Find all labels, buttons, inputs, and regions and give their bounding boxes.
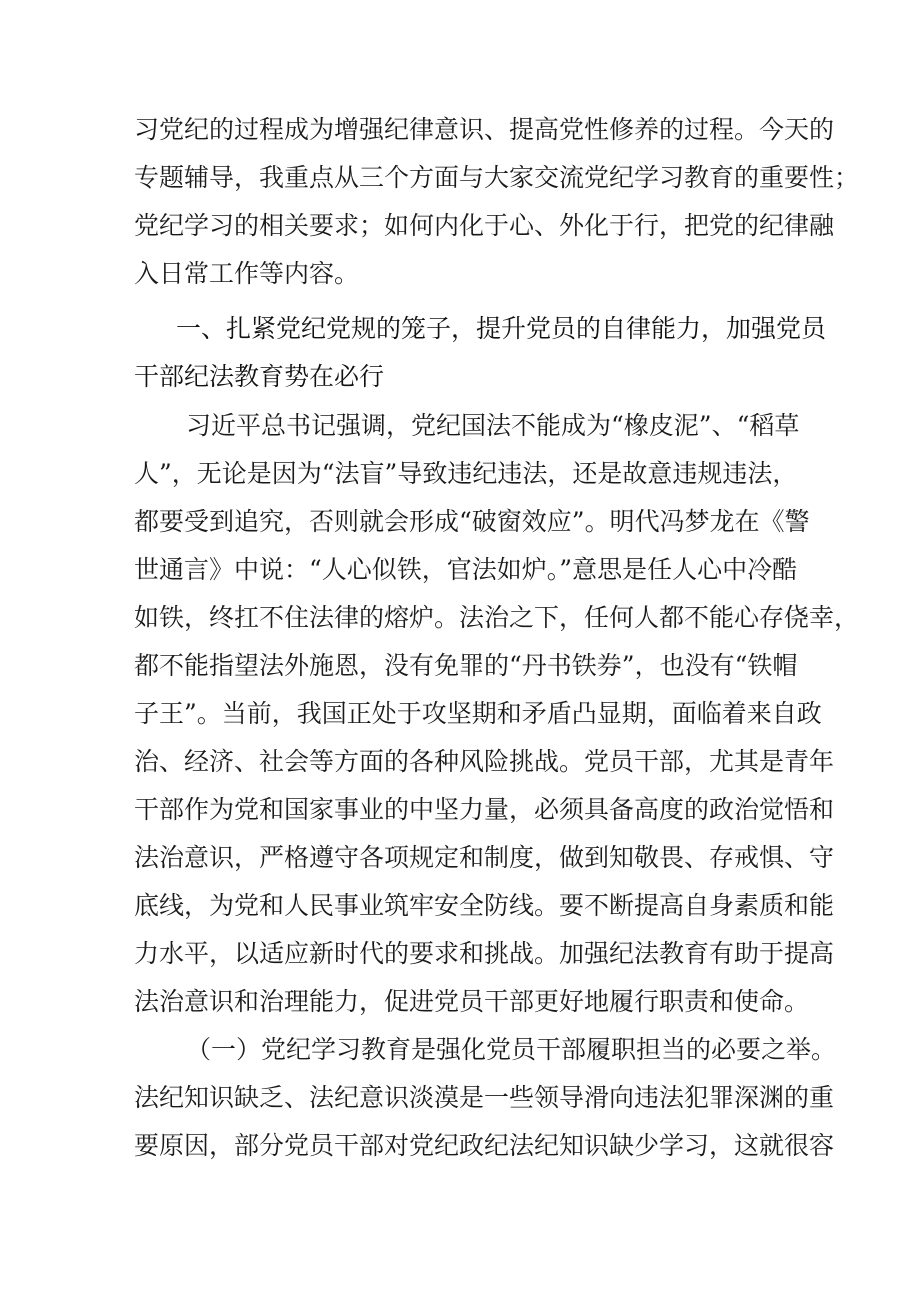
body-line-11: 底线，为党和人民事业筑牢安全防线。要不断提高自身素质和能 [134, 891, 835, 920]
body-line-9: 干部作为党和国家事业的中坚力量，必须具备高度的政治觉悟和 [134, 795, 835, 824]
body-line-7: 子王”。当前，我国正处于攻坚期和矛盾凸显期，面临着来自政 [134, 699, 822, 728]
intro-line-3: 党纪学习的相关要求；如何内化于心、外化于行，把党的纪律融 [134, 211, 835, 240]
body-line-12: 力水平，以适应新时代的要求和挑战。加强纪法教育有助于提高 [134, 939, 835, 968]
body-line-5: 如铁，终扛不住法律的熔炉。法治之下，任何人都不能心存侥幸， [134, 603, 860, 632]
intro-line-1: 习党纪的过程成为增强纪律意识、提高党性修养的过程。今天的 [134, 115, 835, 144]
body-line-3: 都要受到追究，否则就会形成“破窗效应”。明代冯梦龙在《警 [134, 507, 810, 536]
body-line-2: 人”，无论是因为“法盲”导致违纪违法，还是故意违规违法， [134, 459, 798, 488]
body-line-8: 治、经济、社会等方面的各种风险挑战。党员干部，尤其是青年 [134, 747, 835, 776]
intro-line-4: 入日常工作等内容。 [134, 259, 360, 288]
body-line-4: 世通言》中说：“人心似铁，官法如炉。”意思是任人心中冷酷 [134, 555, 798, 584]
body-line-13: 法治意识和治理能力，促进党员干部更好地履行职责和使命。 [134, 987, 810, 1016]
subsection-line-3: 要原因，部分党员干部对党纪政纪法纪知识缺少学习，这就很容 [134, 1131, 835, 1160]
body-line-10: 法治意识，严格遵守各项规定和制度，做到知敬畏、存戒惧、守 [134, 843, 835, 872]
intro-line-2: 专题辅导，我重点从三个方面与大家交流党纪学习教育的重要性； [134, 163, 860, 192]
subsection-line-2: 法纪知识缺乏、法纪意识淡漠是一些领导滑向违法犯罪深渊的重 [134, 1083, 835, 1112]
body-line-1: 习近平总书记强调，党纪国法不能成为“橡皮泥”、“稻草 [186, 411, 800, 440]
section-heading-line-2: 干部纪法教育势在必行 [134, 362, 385, 391]
subsection-line-1: （一）党纪学习教育是强化党员干部履职担当的必要之举。 [186, 1035, 837, 1064]
section-heading-line-1: 一、扎紧党纪党规的笼子，提升党员的自律能力，加强党员 [176, 314, 827, 343]
body-line-6: 都不能指望法外施恩，没有免罪的“丹书铁券”，也没有“铁帽 [134, 651, 798, 680]
